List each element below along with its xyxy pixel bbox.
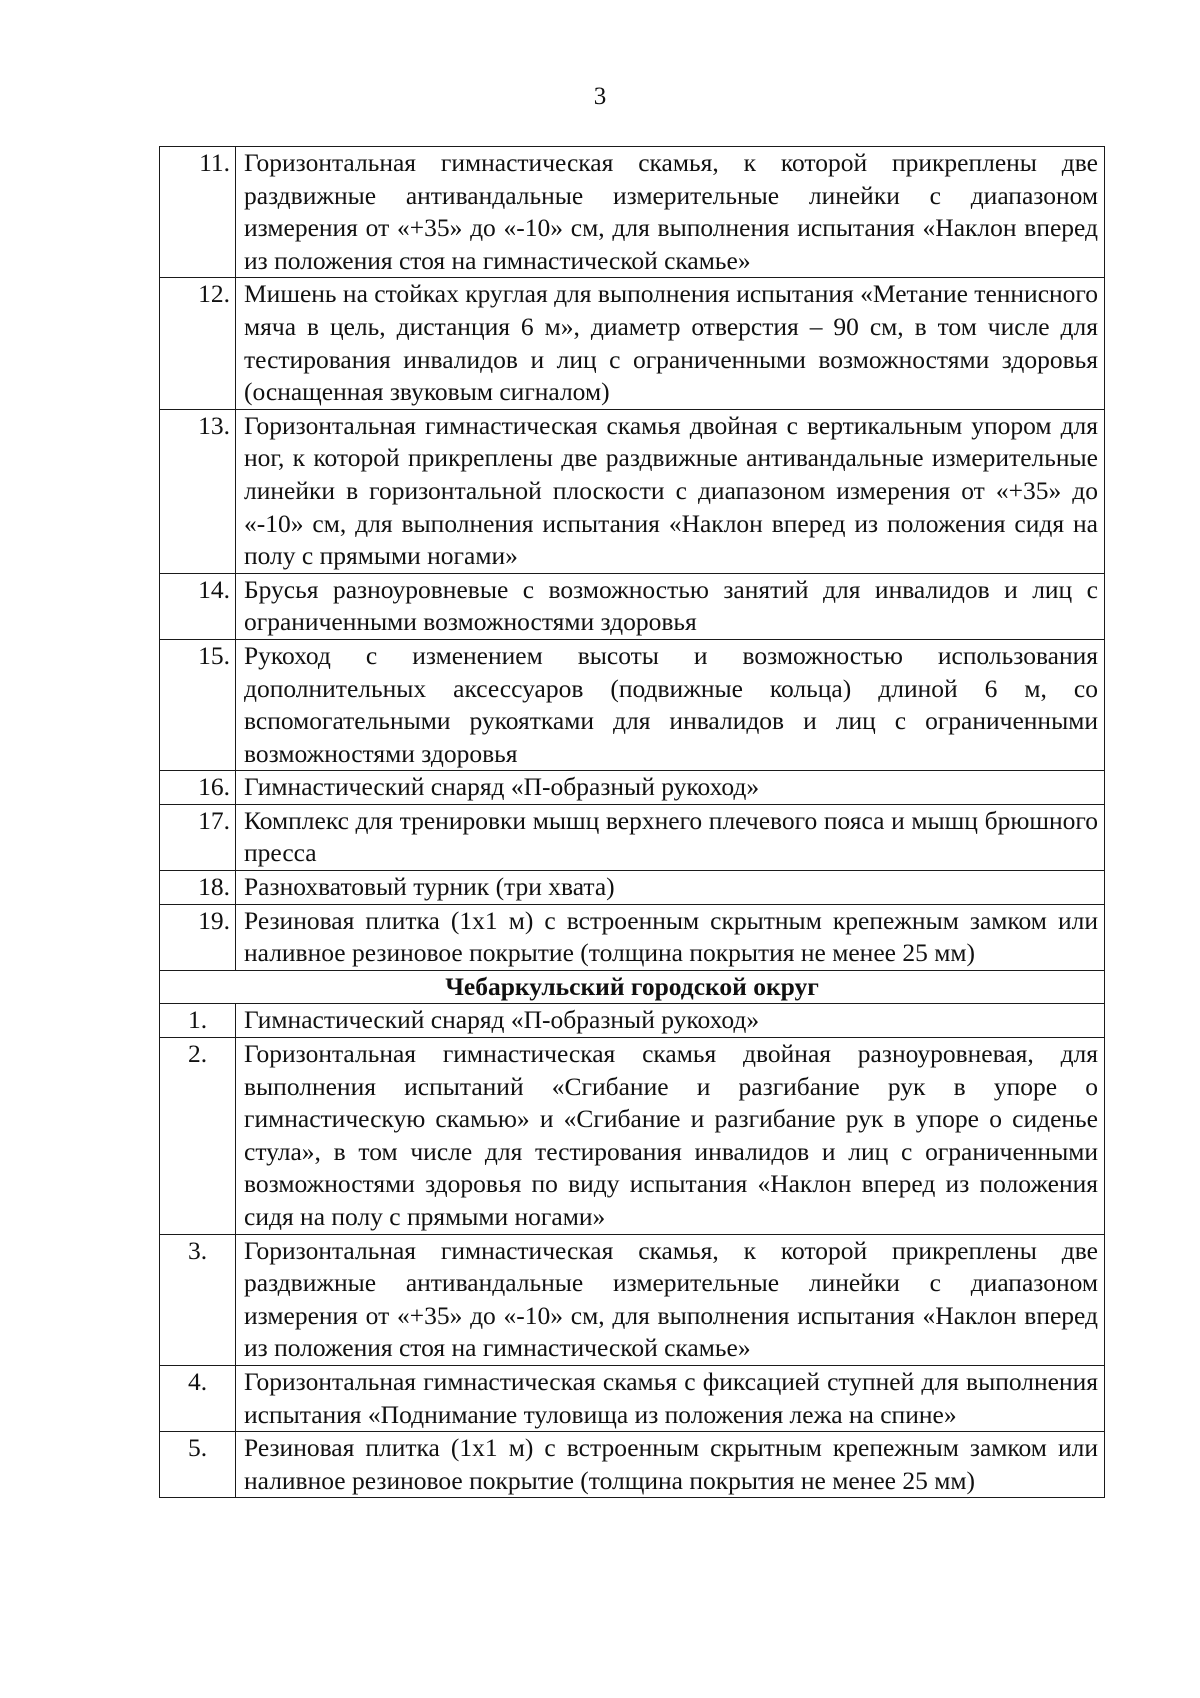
row-description: Горизонтальная гимнастическая скамья, к которой прикреплены две раздвижные антивандальные измерительные линейки с диапазоном измерения от «+35» до «-10» см, для выполнения испытания «Наклон вперед из положения стоя на гимнастической скамье» xyxy=(236,147,1105,278)
table-row xyxy=(160,1432,1105,1498)
table-row xyxy=(160,1365,1105,1431)
section-heading: Чебаркульский городской округ xyxy=(160,970,1105,1004)
table-row xyxy=(160,904,1105,970)
row-number: 14. xyxy=(160,573,236,639)
row-number: 18. xyxy=(160,871,236,905)
table-row xyxy=(160,1004,1105,1038)
row-number: 13. xyxy=(160,409,236,573)
row-description: Рукоход с изменением высоты и возможностью использования дополнительных аксессуаров (подвижные кольца) длиной 6 м, со вспомогательными рукоятками для инвалидов и лиц с ограниченными возможностями здоровья xyxy=(236,639,1105,770)
row-description: Горизонтальная гимнастическая скамья, к которой прикреплены две раздвижные антивандальные измерительные линейки с диапазоном измерения от «+35» до «-10» см, для выполнения испытания «Наклон вперед из положения стоя на гимнастической скамье» xyxy=(236,1234,1105,1365)
table-row xyxy=(160,804,1105,870)
table-row xyxy=(160,1038,1105,1235)
row-number: 1. xyxy=(160,1004,236,1038)
equipment-table-body xyxy=(160,147,1105,1498)
table-row xyxy=(160,771,1105,805)
row-description: Гимнастический снаряд «П-образный рукоход» xyxy=(236,1004,1105,1038)
row-number: 17. xyxy=(160,804,236,870)
row-number: 15. xyxy=(160,639,236,770)
table-row xyxy=(160,639,1105,770)
table-row xyxy=(160,409,1105,573)
table-row xyxy=(160,1234,1105,1365)
row-description: Резиновая плитка (1х1 м) с встроенным скрытным крепежным замком или наливное резиновое покрытие (толщина покрытия не менее 25 мм) xyxy=(236,1432,1105,1498)
row-description: Брусья разноуровневые с возможностью занятий для инвалидов и лиц с ограниченными возможностями здоровья xyxy=(236,573,1105,639)
row-description: Мишень на стойках круглая для выполнения испытания «Метание теннисного мяча в цель, дистанция 6 м», диаметр отверстия – 90 см, в том числе для тестирования инвалидов и лиц с ограниченными возможностями здоровья (оснащенная звуковым сигналом) xyxy=(236,278,1105,409)
row-description: Горизонтальная гимнастическая скамья двойная с вертикальным упором для ног, к которой прикреплены две раздвижные антивандальные измерительные линейки в горизонтальной плоскости с диапазоном измерения от «+35» до «-10» см, для выполнения испытания «Наклон вперед из положения сидя на полу с прямыми ногами» xyxy=(236,409,1105,573)
page-number: 3 xyxy=(593,83,607,110)
table-row xyxy=(160,871,1105,905)
section-heading-row xyxy=(160,970,1105,1004)
row-number: 2. xyxy=(160,1038,236,1235)
row-number: 16. xyxy=(160,771,236,805)
row-description: Горизонтальная гимнастическая скамья двойная разноуровневая, для выполнения испытаний «Сгибание и разгибание рук в упоре о гимнастическую скамью» и «Сгибание и разгибание рук в упоре о сиденье стула», в том числе для тестирования инвалидов и лиц с ограниченными возможностями здоровья по виду испытания «Наклон вперед из положения сидя на полу с прямыми ногами» xyxy=(236,1038,1105,1235)
row-description: Горизонтальная гимнастическая скамья с фиксацией ступней для выполнения испытания «Поднимание туловища из положения лежа на спине» xyxy=(236,1365,1105,1431)
row-number: 5. xyxy=(160,1432,236,1498)
table-row xyxy=(160,573,1105,639)
table-row xyxy=(160,147,1105,278)
row-description: Гимнастический снаряд «П-образный рукоход» xyxy=(236,771,1105,805)
row-number: 11. xyxy=(160,147,236,278)
row-number: 19. xyxy=(160,904,236,970)
equipment-table xyxy=(159,146,1105,1498)
row-number: 12. xyxy=(160,278,236,409)
row-number: 4. xyxy=(160,1365,236,1431)
row-description: Комплекс для тренировки мышц верхнего плечевого пояса и мышц брюшного пресса xyxy=(236,804,1105,870)
row-description: Разнохватовый турник (три хвата) xyxy=(236,871,1105,905)
table-row xyxy=(160,278,1105,409)
row-description: Резиновая плитка (1х1 м) с встроенным скрытным крепежным замком или наливное резиновое покрытие (толщина покрытия не менее 25 мм) xyxy=(236,904,1105,970)
row-number: 3. xyxy=(160,1234,236,1365)
